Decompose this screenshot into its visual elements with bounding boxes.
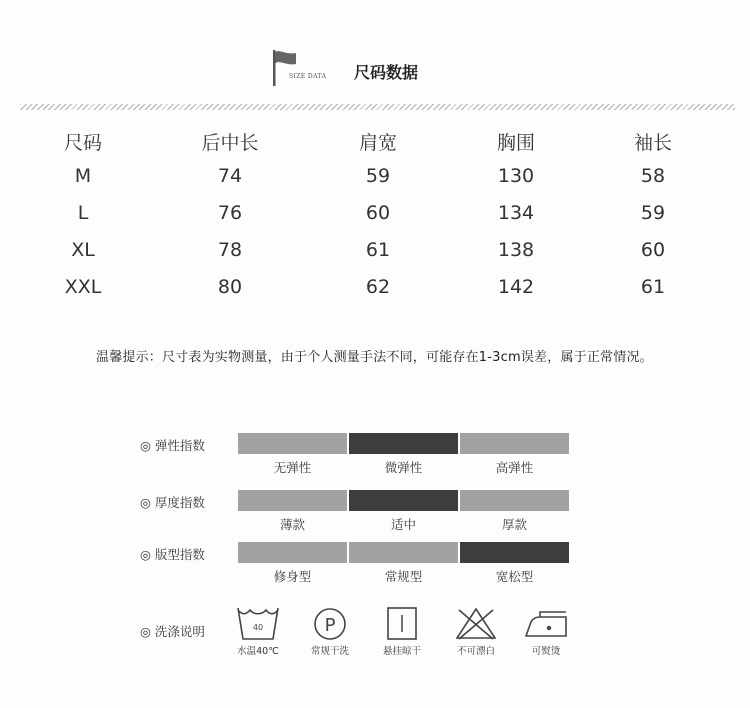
- elasticity-index-label: ◎ 弹性指数: [140, 438, 205, 453]
- table-cell: 59: [365, 165, 391, 187]
- care-caption: 水温40℃: [237, 646, 279, 657]
- header: [0, 40, 750, 100]
- size-data-label: SIZE DATA: [289, 73, 327, 80]
- column-header: 袖长: [633, 132, 672, 154]
- table-cell: 76: [217, 202, 243, 224]
- elasticity-level-bar: [238, 433, 347, 454]
- thickness-level-bar: [460, 490, 569, 511]
- table-row: [0, 165, 750, 202]
- measurement-note: 温馨提示：尺寸表为实物测量，由于个人测量手法不同，可能存在1-3cm误差，属于正常情况。: [96, 350, 653, 365]
- thickness-index-bar: [238, 490, 569, 511]
- table-cell: 78: [217, 239, 243, 261]
- table-cell: 74: [217, 165, 243, 187]
- table-cell: L: [77, 202, 89, 224]
- size-table: [0, 128, 750, 313]
- table-cell: 62: [365, 276, 391, 298]
- fit-option-label: 宽松型: [495, 569, 534, 584]
- care-caption: 可熨烫: [531, 646, 561, 657]
- table-cell: 60: [365, 202, 391, 224]
- thickness-index-label: ◎ 厚度指数: [140, 495, 205, 510]
- thickness-option-label: 薄款: [279, 517, 305, 532]
- table-cell: XXL: [64, 276, 102, 298]
- elasticity-index-bar: [238, 433, 569, 454]
- table-cell: 60: [640, 239, 666, 261]
- section-title: 尺码数据: [354, 63, 419, 82]
- washtub-temperature: 40: [252, 623, 264, 632]
- thickness-option-label: 适中: [390, 517, 416, 532]
- table-header-row: [0, 128, 750, 165]
- thickness-level-bar: [238, 490, 347, 511]
- table-cell: XL: [71, 239, 95, 261]
- elasticity-option-label: 微弹性: [384, 460, 423, 475]
- table-cell: 59: [640, 202, 666, 224]
- care-caption: 常规干洗: [310, 646, 349, 657]
- fit-level-bar: [349, 542, 458, 563]
- table-cell: M: [74, 165, 92, 187]
- column-header: 胸围: [496, 132, 535, 154]
- no-bleach-icon: [454, 606, 498, 642]
- care-caption: 悬挂晾干: [382, 646, 421, 657]
- elasticity-level-bar: [460, 433, 569, 454]
- fit-option-label: 修身型: [273, 569, 312, 584]
- hatched-divider: [20, 104, 735, 110]
- fit-index-bar: [238, 542, 569, 563]
- dry-clean-letter: P: [324, 615, 336, 636]
- table-cell: 80: [217, 276, 243, 298]
- elasticity-option-label: 高弹性: [495, 460, 534, 475]
- table-cell: 130: [497, 165, 535, 187]
- thickness-option-label: 厚款: [501, 517, 527, 532]
- column-header: 后中长: [201, 132, 259, 154]
- table-row: [0, 276, 750, 313]
- table-cell: 61: [640, 276, 666, 298]
- thickness-level-bar: [349, 490, 458, 511]
- iron-icon: [522, 606, 570, 642]
- table-cell: 134: [497, 202, 535, 224]
- table-cell: 58: [640, 165, 666, 187]
- table-row: [0, 239, 750, 276]
- washtub-40-icon: [236, 606, 280, 642]
- table-cell: 138: [497, 239, 535, 261]
- fit-index-label: ◎ 版型指数: [140, 547, 205, 562]
- flag-icon: [272, 48, 298, 88]
- elasticity-level-bar: [349, 433, 458, 454]
- column-header: 肩宽: [358, 132, 397, 154]
- dry-clean-p-icon: [312, 606, 348, 642]
- table-cell: 142: [497, 276, 535, 298]
- fit-level-bar: [460, 542, 569, 563]
- hang-dry-icon: [386, 606, 418, 642]
- care-instructions-label: ◎ 洗涤说明: [140, 624, 205, 639]
- table-cell: 61: [365, 239, 391, 261]
- elasticity-option-label: 无弹性: [273, 460, 312, 475]
- column-header: 尺码: [63, 132, 102, 154]
- fit-level-bar: [238, 542, 347, 563]
- fit-option-label: 常规型: [384, 569, 423, 584]
- care-caption: 不可漂白: [456, 646, 495, 657]
- table-row: [0, 202, 750, 239]
